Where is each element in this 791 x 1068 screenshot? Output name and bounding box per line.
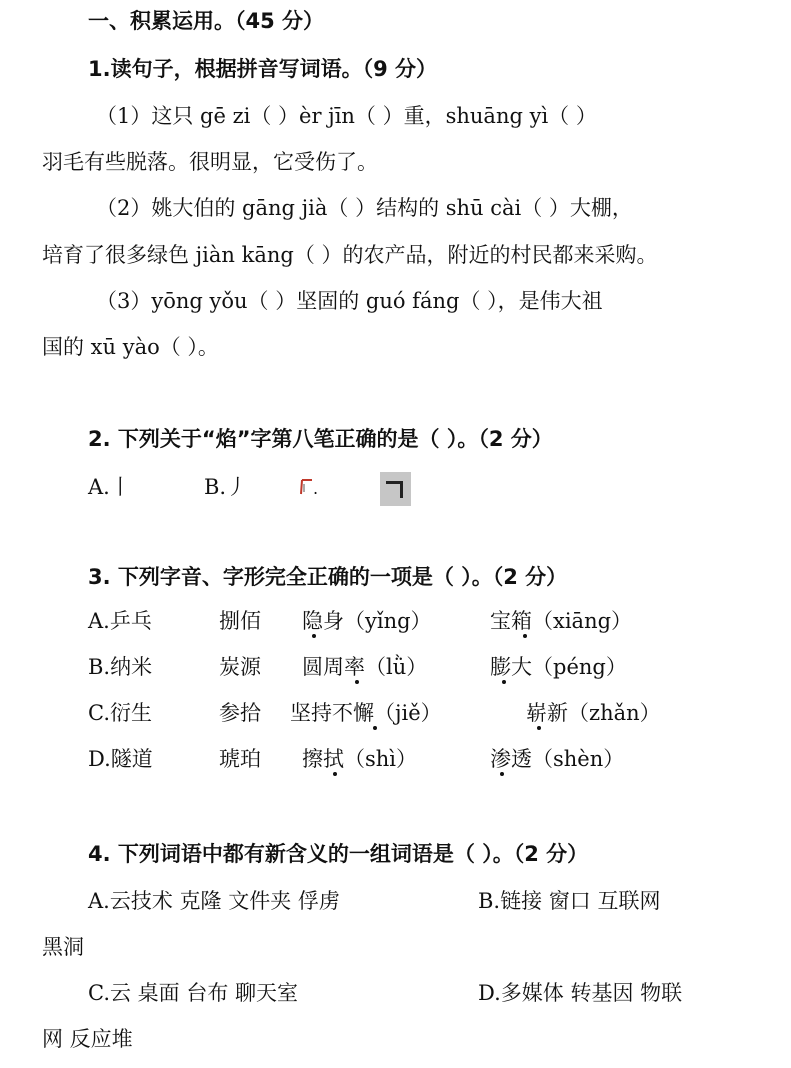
- emphasis-dot: [355, 680, 359, 684]
- q2-option-c-stroke-image: [294, 474, 324, 500]
- emphasis-dot: [500, 772, 504, 776]
- q3-option-c-col0: C.衍生: [88, 701, 152, 725]
- q4-option-c: C.云 桌面 台布 聊天室: [88, 981, 299, 1005]
- emphasis-dot: [523, 634, 527, 638]
- horizontal-hook-icon: [386, 481, 403, 498]
- section-heading: 一、积累运用。（45 分）: [88, 9, 325, 33]
- q1-line-6: 国的 xū yào（ ）。: [42, 335, 219, 359]
- q3-option-b-col2: 圆周率（lǜ）: [302, 655, 428, 679]
- q3-option-c-col3: 崭新（zhǎn）: [526, 701, 661, 725]
- q3-option-c-col2: 坚持不懈（jiě）: [290, 701, 442, 725]
- q4-option-b-cont: 黑洞: [42, 935, 84, 959]
- q3-option-c-col1: 参拾: [219, 701, 261, 725]
- q2-option-d-stroke-image: [380, 472, 411, 506]
- q3-option-a-col3: 宝箱（xiāng）: [490, 609, 633, 633]
- emphasis-dot: [502, 680, 506, 684]
- q3-option-b-col0: B.纳米: [88, 655, 153, 679]
- q3-title: 3. 下列字音、字形完全正确的一项是（ ）。（2 分）: [88, 565, 568, 589]
- emphasis-dot: [373, 726, 377, 730]
- q1-line-2: 羽毛有些脱落。很明显，它受伤了。: [42, 150, 378, 174]
- q3-option-b-col1: 炭源: [219, 655, 261, 679]
- q2-option-b: B.丿: [204, 475, 248, 499]
- q1-line-1: （1）这只 gē zi（ ）èr jīn（ ）重，shuāng yì（ ）: [96, 104, 597, 128]
- q3-option-d-col1: 琥珀: [219, 747, 261, 771]
- q3-option-a-col2: 隐身（yǐng）: [302, 609, 432, 633]
- q4-option-d: D.多媒体 转基因 物联: [478, 981, 683, 1005]
- q4-option-b: B.链接 窗口 互联网: [478, 889, 661, 913]
- emphasis-dot: [333, 772, 337, 776]
- q2-option-c-mark: .: [313, 479, 319, 498]
- q2-title: 2. 下列关于“焰”字第八笔正确的是（ ）。（2 分）: [88, 427, 553, 451]
- emphasis-dot: [312, 634, 316, 638]
- q1-line-4: 培育了很多绿色 jiàn kāng（ ）的农产品，附近的村民都来采购。: [42, 243, 658, 267]
- q2-option-a: A.丨: [88, 475, 131, 499]
- q4-title: 4. 下列词语中都有新含义的一组词语是（ ）。（2 分）: [88, 842, 589, 866]
- q3-option-a-col1: 捌佰: [219, 609, 261, 633]
- q4-option-d-cont: 网 反应堆: [42, 1027, 133, 1051]
- q3-option-a-col0: A.乒乓: [88, 609, 152, 633]
- q3-option-d-col0: D.隧道: [88, 747, 153, 771]
- q1-line-3: （2）姚大伯的 gāng jià（ ）结构的 shū cài（ ）大棚，: [96, 196, 633, 220]
- q1-title: 1.读句子，根据拼音写词语。（9 分）: [88, 57, 438, 81]
- q3-option-d-col2: 擦拭（shì）: [302, 747, 418, 771]
- emphasis-dot: [537, 726, 541, 730]
- q3-option-b-col3: 膨大（péng）: [490, 655, 627, 679]
- q4-option-a: A.云技术 克隆 文件夹 俘虏: [88, 889, 340, 913]
- q1-line-5: （3）yōng yǒu（ ）坚固的 guó fáng（ ），是伟大祖: [96, 289, 603, 313]
- q3-option-d-col3: 渗透（shèn）: [490, 747, 625, 771]
